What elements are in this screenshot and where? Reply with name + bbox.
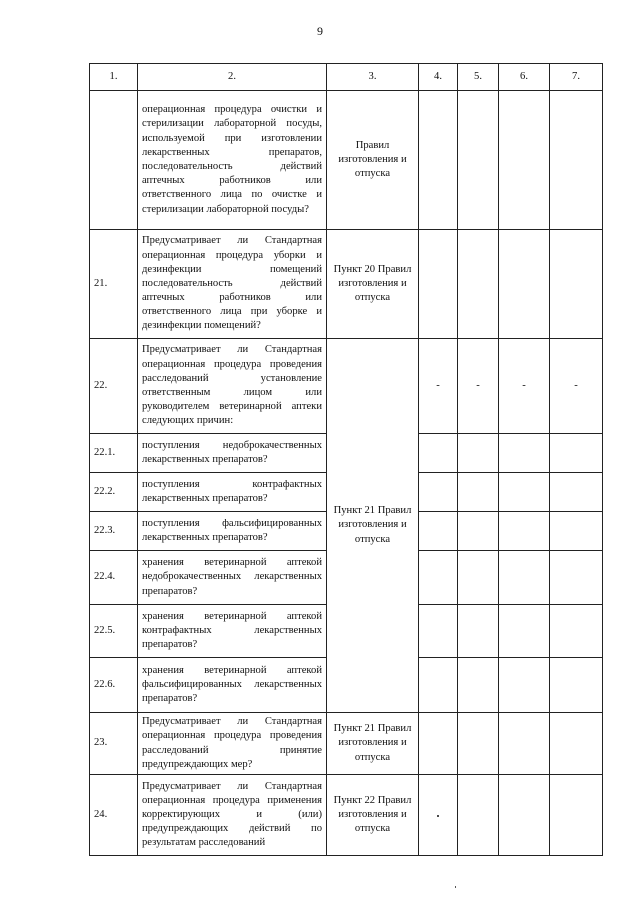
header-col-6: 6.	[499, 64, 550, 91]
answer-na-cell	[499, 658, 550, 713]
answer-na-cell	[499, 775, 550, 856]
dash-mark: -	[574, 379, 578, 391]
answer-no-cell	[458, 605, 499, 658]
answer-no-cell	[458, 658, 499, 713]
answer-yes-cell	[419, 658, 458, 713]
answer-na-cell	[499, 551, 550, 605]
note-cell	[550, 605, 603, 658]
question-text: операционная процедура очистки и стерилизации лабораторной посуды, используемой при изготовлении лекарственных препаратов, последовательность действий аптечных работников или ответственного лица по очистке и стерилизации лабораторной посуды?	[138, 91, 327, 230]
note-cell	[550, 91, 603, 230]
answer-yes-cell	[419, 339, 458, 434]
reference-text: Пункт 21 Правил изготовления и отпуска	[327, 713, 419, 775]
note-cell	[550, 473, 603, 512]
note-cell	[550, 658, 603, 713]
row-number: 22.1.	[90, 434, 138, 473]
checklist-table	[89, 63, 603, 856]
question-text: Предусматривает ли Стандартная операционная процедура применения корректирующих и (или) предупреждающих действий по результатам расследований	[138, 775, 327, 856]
dash-mark: -	[436, 379, 440, 391]
row-number: 22.3.	[90, 512, 138, 551]
table-row	[90, 339, 603, 434]
answer-no-cell	[458, 775, 499, 856]
question-text: Предусматривает ли Стандартная операционная процедура уборки и дезинфекции помещений последовательность действий аптечных работников или ответственного лица при уборке и дезинфекции помещений?	[138, 230, 327, 339]
row-number: 22.6.	[90, 658, 138, 713]
answer-na-cell	[499, 713, 550, 775]
answer-no-cell	[458, 512, 499, 551]
answer-na-cell	[499, 434, 550, 473]
answer-no-cell	[458, 230, 499, 339]
page-number: 9	[317, 24, 323, 38]
note-cell	[550, 713, 603, 775]
header-col-3: 3.	[327, 64, 419, 91]
answer-yes-cell	[419, 512, 458, 551]
note-cell	[550, 775, 603, 856]
reference-text: Пункт 20 Правил изготовления и отпуска	[327, 230, 419, 339]
row-number: 23.	[90, 713, 138, 775]
answer-na-cell	[499, 512, 550, 551]
answer-yes-cell	[419, 551, 458, 605]
answer-no-cell	[458, 91, 499, 230]
row-number: 24.	[90, 775, 138, 856]
note-cell	[550, 434, 603, 473]
reference-text: Пункт 22 Правил изготовления и отпуска	[327, 775, 419, 856]
note-cell	[550, 551, 603, 605]
answer-yes-cell	[419, 775, 458, 856]
header-col-2: 2.	[138, 64, 327, 91]
header-col-5: 5.	[458, 64, 499, 91]
answer-na-cell	[499, 230, 550, 339]
dash-mark: -	[522, 379, 526, 391]
stray-mark	[437, 815, 439, 817]
question-text: хранения ветеринарной аптекой контрафактных лекарственных препаратов?	[138, 605, 327, 658]
note-cell	[550, 339, 603, 434]
table-row	[90, 713, 603, 775]
row-number: 22.	[90, 339, 138, 434]
header-col-7: 7.	[550, 64, 603, 91]
answer-yes-cell	[419, 91, 458, 230]
question-text: хранения ветеринарной аптекой недоброкачественных лекарственных препаратов?	[138, 551, 327, 605]
row-number: 22.5.	[90, 605, 138, 658]
answer-no-cell	[458, 434, 499, 473]
answer-no-cell	[458, 339, 499, 434]
answer-yes-cell	[419, 605, 458, 658]
question-text: Предусматривает ли Стандартная операционная процедура проведения расследований установление ответственным лицом или руководителем ветеринарной аптеки следующих причин:	[138, 339, 327, 434]
answer-na-cell	[499, 91, 550, 230]
question-text: поступления недоброкачественных лекарственных препаратов?	[138, 434, 327, 473]
scan-speck	[455, 886, 456, 888]
answer-no-cell	[458, 713, 499, 775]
header-col-4: 4.	[419, 64, 458, 91]
dash-mark: -	[476, 379, 480, 391]
note-cell	[550, 230, 603, 339]
row-number: 22.4.	[90, 551, 138, 605]
question-text: хранения ветеринарной аптекой фальсифицированных лекарственных препаратов?	[138, 658, 327, 713]
table-row	[90, 91, 603, 230]
reference-text: Правил изготовления и отпуска	[327, 91, 419, 230]
answer-yes-cell	[419, 473, 458, 512]
question-text: Предусматривает ли Стандартная операционная процедура проведения расследований принятие предупреждающих мер?	[138, 713, 327, 775]
question-text: поступления контрафактных лекарственных препаратов?	[138, 473, 327, 512]
header-col-1: 1.	[90, 64, 138, 91]
answer-no-cell	[458, 473, 499, 512]
answer-yes-cell	[419, 434, 458, 473]
answer-yes-cell	[419, 230, 458, 339]
header-row	[90, 64, 603, 91]
answer-yes-cell	[419, 713, 458, 775]
answer-na-cell	[499, 339, 550, 434]
answer-no-cell	[458, 551, 499, 605]
row-number: 21.	[90, 230, 138, 339]
table-row	[90, 775, 603, 856]
reference-text: Пункт 21 Правил изготовления и отпуска	[327, 339, 419, 713]
note-cell	[550, 512, 603, 551]
answer-na-cell	[499, 605, 550, 658]
table-row	[90, 230, 603, 339]
row-number	[90, 91, 138, 230]
question-text: поступления фальсифицированных лекарственных препаратов?	[138, 512, 327, 551]
row-number: 22.2.	[90, 473, 138, 512]
answer-na-cell	[499, 473, 550, 512]
